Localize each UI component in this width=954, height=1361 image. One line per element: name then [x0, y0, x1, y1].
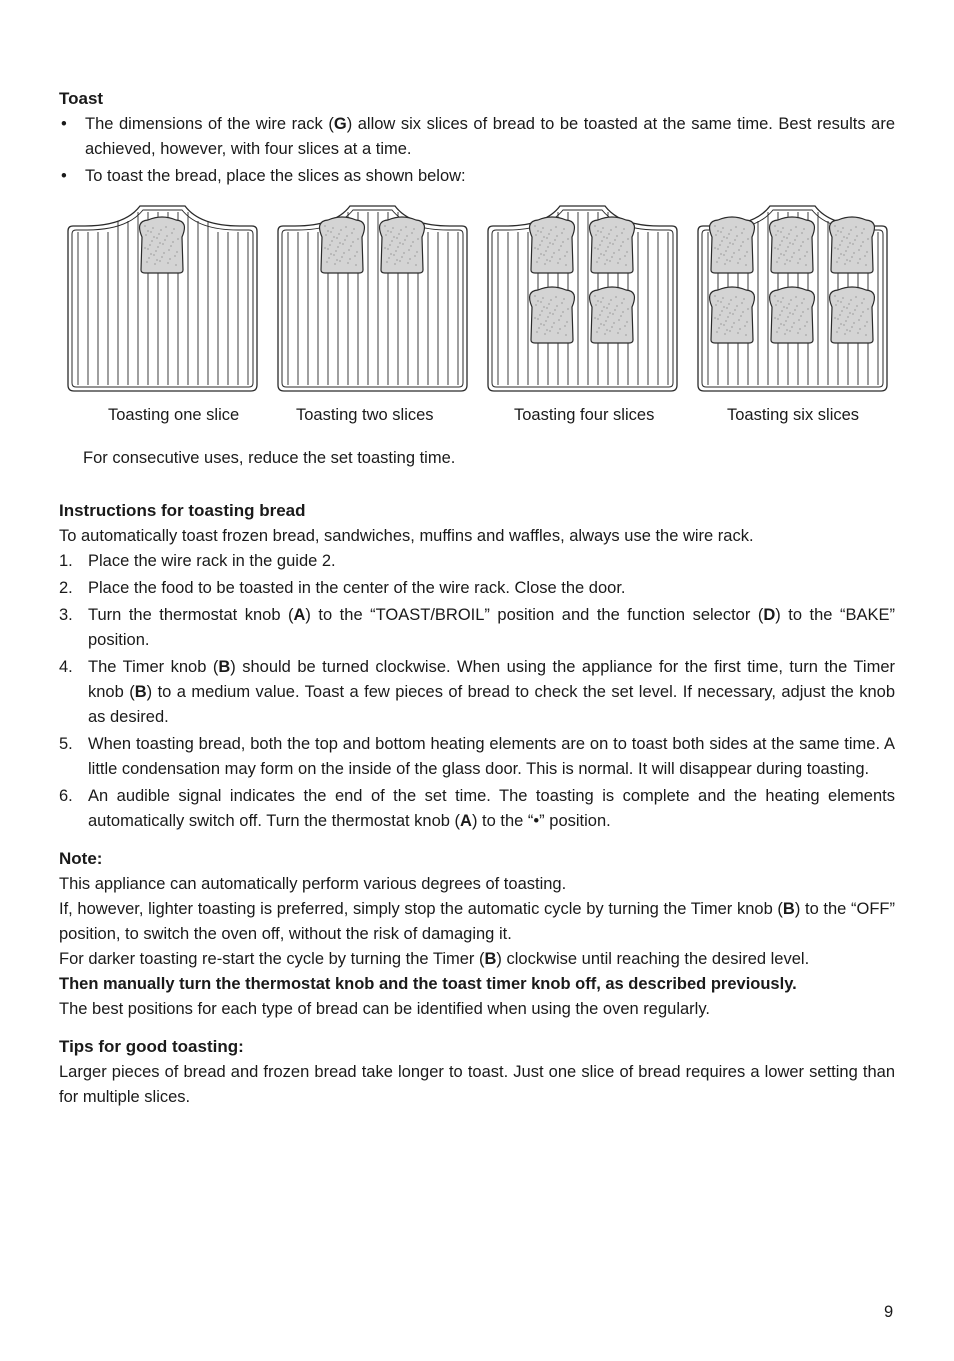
bread-slice [530, 287, 575, 343]
rack-two-slices [275, 203, 470, 393]
rack-six-slices [695, 203, 890, 393]
tips-heading: Tips for good toasting: [59, 1037, 244, 1056]
instructions-intro: To automatically toast frozen bread, sandwiches, muffins and waffles, always use the wire rack. [59, 527, 754, 545]
bullet-place-slices: • To toast the bread, place the slices as shown below: [59, 164, 895, 189]
bread-slice [710, 287, 755, 343]
instructions-heading: Instructions for toasting bread [59, 501, 306, 520]
bread-slice [830, 217, 875, 273]
bread-slice [590, 217, 635, 273]
rack-frame [278, 206, 467, 391]
bread-slice [710, 217, 755, 273]
step-item: 5. When toasting bread, both the top and bottom heating elements are on to toast both sides at the same time. A little condensation may form on the inside of the glass door. This is normal. It will disappear during toasting. [59, 735, 895, 778]
rack-frame-inner [282, 210, 463, 387]
caption-two-slices: Toasting two slices [296, 406, 434, 424]
tips-text: Larger pieces of bread and frozen bread take longer to toast. Just one slice of bread requires a lower setting than for multiple slices. [59, 1063, 895, 1106]
bread-slice [380, 217, 425, 273]
rack-one-slice [65, 203, 260, 393]
bread-slice [770, 287, 815, 343]
rack-frame [488, 206, 677, 391]
note-paragraph: This appliance can automatically perform various degrees of toasting. [59, 875, 567, 893]
bread-slice [590, 287, 635, 343]
instructions-steps [59, 549, 895, 834]
rack-illustrations [59, 203, 895, 403]
step-item: 6. An audible signal indicates the end of the set time. The toasting is complete and the heating elements automatically switch off. Turn the thermostat knob (A) to the “•” position. [59, 787, 895, 830]
toast-bullets [59, 112, 895, 189]
instructions-section [59, 498, 895, 834]
rack-wires [498, 212, 668, 385]
bread-slice [320, 217, 365, 273]
note-paragraph: For darker toasting re-start the cycle by turning the Timer (B) clockwise until reaching the desired level. [59, 950, 810, 968]
step-item: 1. Place the wire rack in the guide 2. [59, 552, 336, 570]
rack-wires [288, 212, 458, 385]
bread-slice [140, 217, 185, 273]
step-item: 4. The Timer knob (B) should be turned clockwise. When using the appliance for the first time, turn the Timer knob (B) to a medium value. Toast a few pieces of bread to check the set level. If necessary, adjust the knob as desired. [59, 658, 895, 726]
note-section [59, 846, 895, 1022]
page-content [59, 86, 895, 1110]
caption-six-slices: Toasting six slices [727, 406, 860, 424]
note-paragraph: The best positions for each type of bread can be identified when using the oven regularly. [59, 1000, 710, 1018]
note-paragraph: If, however, lighter toasting is preferred, simply stop the automatic cycle by turning the Timer knob (B) to the “OFF” position, to switch the oven off, without the risk of damaging it. [59, 900, 895, 943]
tips-section [59, 1034, 895, 1110]
step-item: 2. Place the food to be toasted in the center of the wire rack. Close the door. [59, 579, 626, 597]
toast-heading: Toast [59, 89, 104, 108]
consecutive-uses-note: For consecutive uses, reduce the set toasting time. [83, 449, 456, 467]
bread-slice [830, 287, 875, 343]
bread-slice [770, 217, 815, 273]
bread-slice [530, 217, 575, 273]
rack-captions [59, 403, 895, 433]
note-warning: Then manually turn the thermostat knob and the toast timer knob off, as described previously. [59, 975, 797, 993]
step-item: 3. Turn the thermostat knob (A) to the “TOAST/BROIL” position and the function selector (D) to the “BAKE” position. [59, 606, 895, 649]
page-number: 9 [884, 1303, 894, 1321]
caption-one-slice: Toasting one slice [108, 406, 240, 424]
rack-frame-inner [492, 210, 673, 387]
bullet-rack-dimensions: • The dimensions of the wire rack (G) allow six slices of bread to be toasted at the same time. Best results are achieved, however, with four slices at a time. [59, 112, 895, 162]
rack-four-slices [485, 203, 680, 393]
note-heading: Note: [59, 849, 103, 868]
caption-four-slices: Toasting four slices [514, 406, 655, 424]
